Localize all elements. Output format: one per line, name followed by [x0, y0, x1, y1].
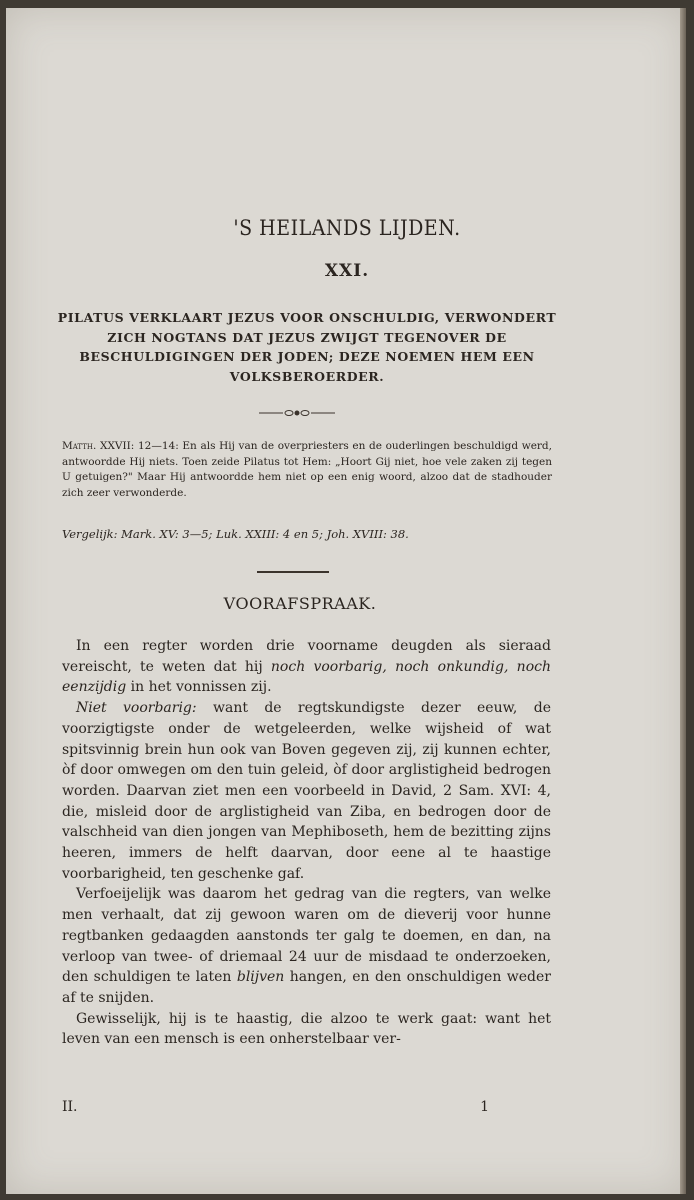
paragraph-4: Gewisselijk, hij is te haastig, die alzoo te werk gaat: want het leven van een mensch is een onherstelbaar ver- [62, 1010, 551, 1048]
scripture-reference: Matth. XXVII: 12—14: [62, 440, 179, 452]
scripture-text: En als Hij van de overpriesters en de ouderlingen beschuldigd werd, antwoordde Hij niets. Toen zeide Pilatus tot Hem: „Hoort Gij niet, hoe vele zaken zij tegen U getuigen?" Maar Hij antwoordde hem niet op een enig woord, alzoo dat de stadhouder zich zeer verwonderde. [62, 440, 552, 499]
body-text [62, 636, 551, 1050]
page-title: 'S HEILANDS LIJDEN. [233, 215, 461, 241]
page-number: 1 [480, 1099, 489, 1115]
scripture-quote [62, 439, 552, 501]
chapter-number: XXI. [324, 261, 370, 281]
paragraph-2: Niet voorbarig: want de regtskundigste dezer eeuw, de voorzigtigste onder de wetgeleerden, welke wijsheid of wat spitsvinnig brein hun ook van Boven gegeven zij, zij kunnen echter, òf door omwegen om den tuin geleid, òf door arglistigheid bedrogen worden. Daarvan ziet men een voorbeeld in David, 2 Sam. XVI: 4, die, misleid door de arglistigheid van Ziba, en bedrogen door de valschheid van dien jongen van Mephiboseth, hem de bezitting zijns heeren, immers de helft daarvan, door eene al te haastige voorbarigheid, ten geschenke gaf. [62, 700, 551, 882]
paragraph-1: In een regter worden drie voorname deugden als sieraad vereischt, te weten dat hij noch voorbarig, noch onkundig, noch eenzijdig in het vonnissen zij. [62, 638, 551, 696]
signature-mark: II. [62, 1099, 78, 1115]
section-heading: VOORAFSPRAAK. [223, 594, 377, 613]
section-rule [257, 571, 329, 573]
page-footer [62, 1099, 551, 1115]
chapter-summary: PILATUS VERKLAART JEZUS VOOR ONSCHULDIG, VERWONDERT ZICH NOGTANS DAT JEZUS ZWIJGT TEGENOVER DE BESCHULDIGINGEN DER JODEN; DEZE NOEMEN HEM EEN VOLKSBEROERDER. [57, 310, 557, 384]
ornament-divider [257, 407, 337, 419]
page-edge [680, 8, 686, 1194]
paragraph-3: Verfoeijelijk was daarom het gedrag van die regters, van welke men verhaalt, dat zij gewoon waren om de dieverij voor hunne regtbanken gedaagden aanstonds ter galg te doemen, en dan, na verloop van twee- of driemaal 24 uur de misdaad te onderzoeken, den schuldigen te laten blijven hangen, en den onschuldigen weder af te snijden. [62, 886, 551, 1006]
scripture-compare: Vergelijk: Mark. XV: 3—5; Luk. XXIII: 4 en 5; Joh. XVIII: 38. [62, 527, 409, 541]
